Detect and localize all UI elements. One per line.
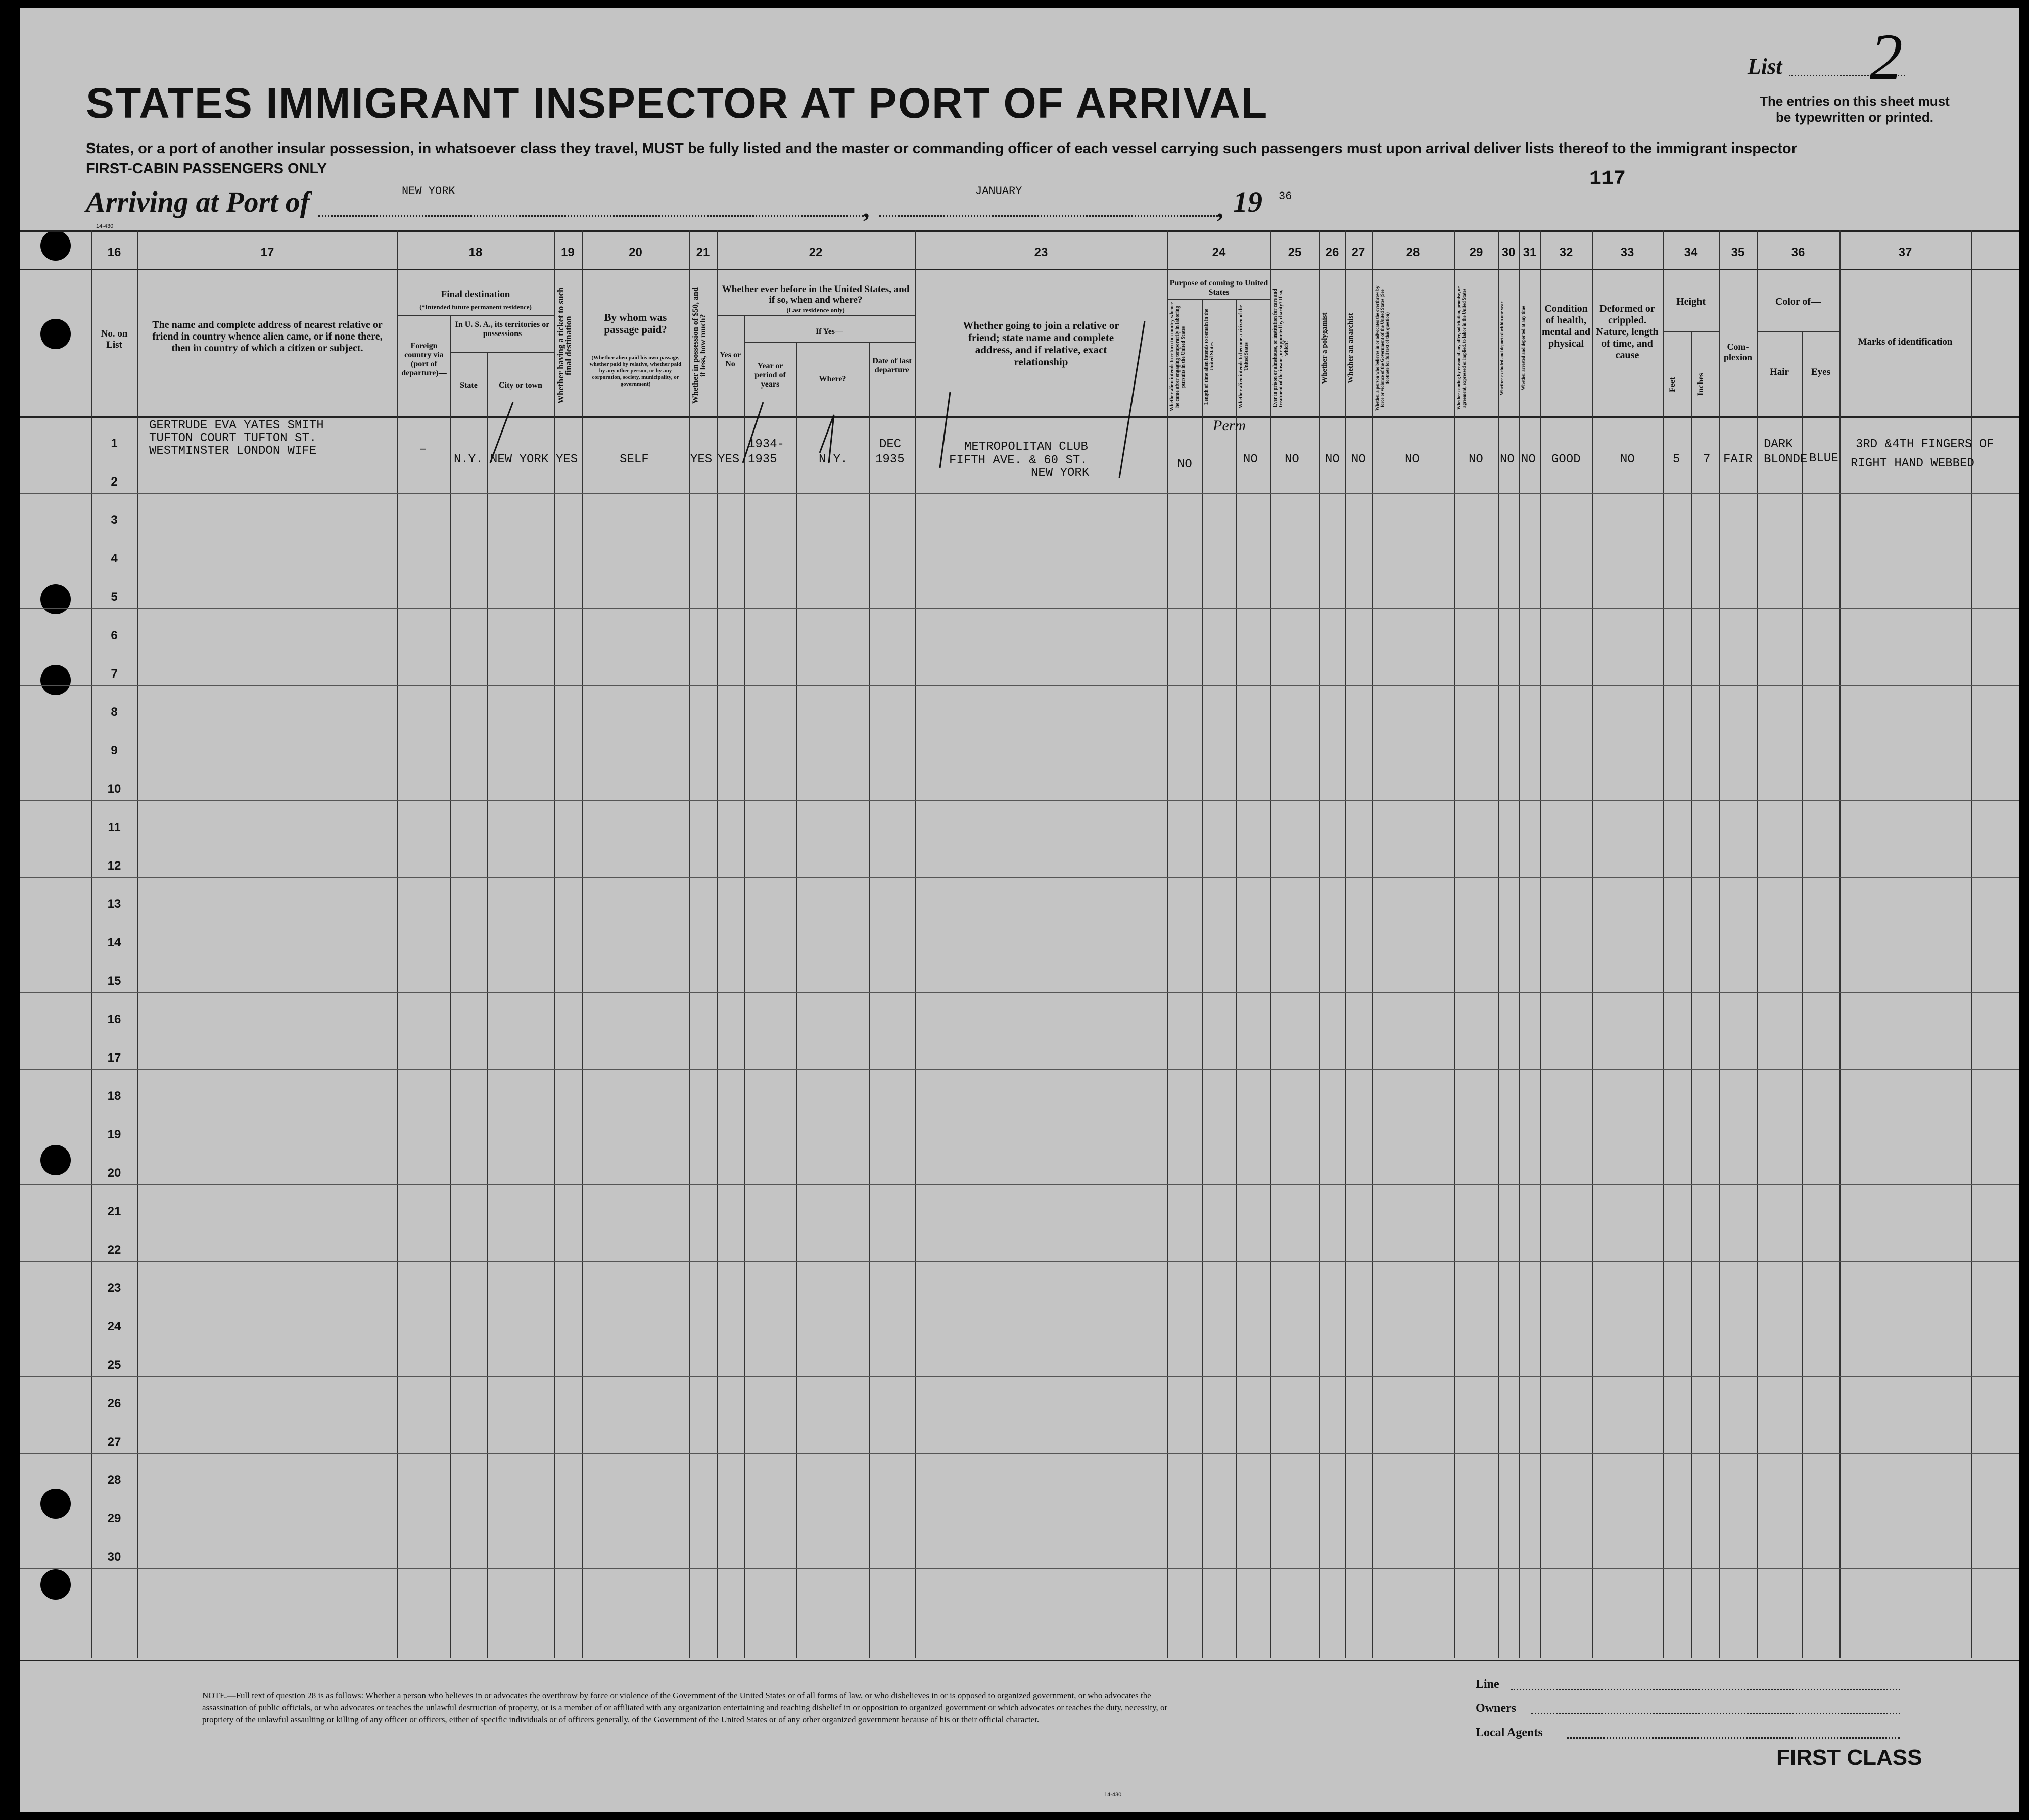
header-in-usa: In U. S. A., its territories or possessions [455, 320, 550, 338]
row-number: 27 [107, 1435, 121, 1449]
form-instruction: States, or a port of another insular possession, in whatsoever class they travel, MUST be fully listed and the master or commanding officer of each vessel carrying such passengers must upon arrival deliver lists thereof to the immigrant inspector [86, 140, 1797, 157]
header-fifty-dollars: Whether in possession of $50, and if less, how much? [691, 287, 707, 404]
col-number-32: 32 [1559, 246, 1573, 259]
form-code-bottom: 14-430 [1104, 1792, 1122, 1798]
departure-line2: 1935 [875, 453, 905, 466]
header-yes-no: Yes or No [719, 351, 741, 368]
col-number-34: 34 [1684, 246, 1698, 259]
row-number: 3 [111, 513, 118, 527]
row-line [20, 1453, 2019, 1454]
col-number-23: 23 [1034, 246, 1048, 259]
header-foreign-country: Foreign country via (port of departure)— [401, 342, 447, 377]
length-of-stay-value: Perm [1213, 417, 1246, 434]
row-line [20, 608, 2019, 609]
row-number: 12 [107, 859, 121, 873]
header-state: State [460, 381, 478, 390]
city-value: NEW YORK [490, 453, 549, 466]
col-number-35: 35 [1731, 246, 1745, 259]
month-value: JANUARY [975, 185, 1022, 198]
polygamist-value: NO [1325, 453, 1340, 466]
first-class-stamp: FIRST CLASS [1776, 1745, 1922, 1770]
col-number-17: 17 [260, 246, 274, 259]
check-mark [743, 402, 763, 463]
row-number: 16 [107, 1013, 121, 1026]
form-title: STATES IMMIGRANT INSPECTOR AT PORT OF ARRIVAL [86, 79, 1268, 127]
col-number-18: 18 [468, 246, 483, 259]
row-line [20, 1069, 2019, 1070]
col-number-22: 22 [809, 246, 823, 259]
hair-line1: DARK [1764, 438, 1793, 451]
header-relative: The name and complete address of nearest relative or friend in country whence alien came, or if none there, then in country of which a citizen or subject. [152, 319, 383, 354]
header-feet: Feet [1668, 377, 1677, 392]
header-date-departure: Date of last departure [872, 357, 912, 374]
header-final-destination: Final destination [441, 289, 510, 300]
arriving-label: Arriving at Port of [86, 185, 310, 218]
relative-line1: GERTRUDE EVA YATES SMITH [149, 419, 324, 433]
row-line [20, 1184, 2019, 1185]
inches-value: 7 [1703, 453, 1711, 466]
fifty-dollars-value: YES [690, 453, 713, 466]
col-number-16: 16 [107, 246, 121, 259]
join-line3: NEW YORK [1031, 466, 1090, 480]
row-number: 30 [107, 1550, 121, 1564]
hair-line2: BLONDE [1764, 453, 1808, 466]
where-value: N.Y. [819, 453, 848, 466]
header-last-residence: (Last residence only) [786, 306, 845, 314]
comma: , [1217, 195, 1223, 223]
col-line [744, 315, 745, 1658]
row-number: 18 [107, 1089, 121, 1103]
overthrow-value: NO [1405, 453, 1420, 466]
check-marks [20, 8, 2019, 513]
col-number-20: 20 [629, 246, 642, 259]
header-before-in-us: Whether ever before in the United States, and if so, when and where? [722, 284, 910, 305]
header-arrested: Whether arrested and deported at any time [1521, 306, 1526, 391]
header-ticket: Whether having a ticket to such final destination [556, 287, 573, 404]
col-number-24: 24 [1212, 246, 1226, 259]
row-number: 21 [107, 1205, 121, 1218]
col-number-29: 29 [1469, 246, 1483, 259]
years-line2: 1935 [748, 453, 777, 466]
header-going-to-join: Whether going to join a relative or friend; state name and complete address, and if relative, exact relationship [963, 319, 1119, 368]
arrested-value: NO [1521, 453, 1536, 466]
complexion-value: FAIR [1723, 453, 1753, 466]
header-polygamist: Whether a polygamist [1320, 312, 1329, 384]
check-mark [820, 415, 834, 463]
col-line [450, 315, 451, 1658]
header-where: Where? [819, 375, 846, 384]
agents-dotted-line [1567, 1737, 1900, 1739]
owners-dotted-line [1531, 1713, 1900, 1714]
header-height: Height [1676, 296, 1706, 307]
labor-offer-value: NO [1469, 453, 1483, 466]
row-line [20, 685, 2019, 686]
header-health: Condition of health, mental and physical [1541, 303, 1591, 349]
join-line1: METROPOLITAN CLUB [964, 440, 1088, 454]
col-number-19: 19 [561, 246, 575, 259]
header-overthrow: Whether a person who believes in or advocates the overthrow by force or violence of the Government of the United States (See footnote for full text of this question) [1375, 285, 1390, 411]
eyes-value: BLUE [1809, 452, 1838, 465]
header-final-destination-sub: (*Intended future permanent residence) [419, 303, 532, 311]
line-label: Line [1476, 1678, 1499, 1691]
header-inches: Inches [1696, 373, 1705, 396]
row-number: 24 [107, 1320, 121, 1333]
header-become-citizen: Whether alien intends to become a citizen of the United States [1238, 305, 1249, 409]
col-number-33: 33 [1620, 246, 1634, 259]
header-color-of: Color of— [1775, 296, 1821, 307]
line-dotted-line [1511, 1689, 1900, 1690]
row-number: 14 [107, 936, 121, 949]
col-number-36: 36 [1791, 246, 1805, 259]
row-number: 19 [107, 1128, 121, 1141]
row-line [20, 1568, 2019, 1569]
stamp-number: 117 [1589, 168, 1626, 190]
excluded-value: NO [1500, 453, 1515, 466]
col-number-28: 28 [1406, 246, 1420, 259]
col-number-26: 26 [1325, 246, 1339, 259]
list-label: List [1748, 54, 1782, 79]
before-yes-no-value: YES [718, 453, 740, 466]
typewritten-note-line2: be typewritten or printed. [1775, 110, 1934, 125]
row-number: 25 [107, 1358, 121, 1372]
foreign-via-value: – [419, 443, 427, 456]
col-number-31: 31 [1523, 246, 1537, 259]
header-if-yes: If Yes— [815, 327, 843, 336]
col-line [869, 342, 870, 1658]
state-value: N.Y. [454, 453, 483, 466]
header-prison: Ever in prison or almshouse, or institution for care and treatment of the insane, or supported by charity? If so, which? [1272, 289, 1289, 408]
row-number: 11 [108, 821, 121, 834]
col-line [487, 352, 488, 1658]
col-number-27: 27 [1351, 246, 1365, 259]
header-year-period: Year or period of years [754, 362, 786, 389]
header-no-on-list: No. on List [101, 328, 128, 350]
owners-label: Owners [1476, 1702, 1516, 1715]
header-intends-return: Whether alien intends to return to country whence he came after engaging temporarily in laboring pursuits in the United States [1169, 302, 1186, 412]
header-passage-paid: By whom was passage paid? [604, 311, 667, 336]
row-number: 1 [111, 437, 118, 450]
header-excluded: Whether excluded and deported within one year [1499, 301, 1504, 395]
list-number: 2 [1870, 21, 1903, 93]
relative-line3: WESTMINSTER LONDON WIFE [149, 444, 317, 458]
col-line [796, 342, 797, 1658]
header-deformed: Deformed or crippled. Nature, length of time, and cause [1596, 303, 1659, 361]
header-eyes: Eyes [1811, 367, 1830, 377]
years-line1: 1934- [748, 438, 785, 451]
join-line2: FIFTH AVE. & 60 ST. [949, 454, 1088, 467]
departure-line1: DEC [879, 438, 902, 451]
row-number: 20 [107, 1166, 121, 1180]
footnote-question-28: NOTE.—Full text of question 28 is as follows: Whether a person who believes in or advocates the overthrow by force or violence of the Government of the United States or of all forms of law, or who disbelieves in or is opposed to organized government, or who advocates the assassination of public officials, or who advocates or teaches the unlawful destruction of property, or is a member of or affiliated with any organization entertaining and teaching disbelief in or opposition to organized government or which advocates or teaches the duty, necessity, or propriety of the unlawful assaulting or killing of any officer or officers, either of specific individuals or of officers generally, of the Government of the United States or of any other organized government because of his or their official character. [202, 1691, 1168, 1725]
row-number: 29 [107, 1512, 121, 1525]
header-hair: Hair [1770, 367, 1789, 377]
header-complexion: Com- plexion [1723, 342, 1752, 362]
row-number: 23 [107, 1281, 121, 1295]
row-line [20, 992, 2019, 993]
row-number: 5 [111, 590, 118, 604]
year-suffix: 36 [1279, 190, 1292, 203]
header-marks: Marks of identification [1858, 337, 1953, 347]
cabin-class-label: FIRST-CABIN PASSENGERS ONLY [86, 161, 327, 177]
feet-value: 5 [1673, 453, 1680, 466]
header-purpose: Purpose of coming to United States [1169, 279, 1268, 297]
row-number: 17 [107, 1051, 121, 1065]
typewritten-note-line1: The entries on this sheet must [1760, 93, 1950, 109]
row-line [20, 1261, 2019, 1262]
deformed-value: NO [1620, 453, 1635, 466]
header-anarchist: Whether an anarchist [1347, 313, 1355, 384]
citizen-value: NO [1243, 453, 1258, 466]
intends-return-value: NO [1177, 458, 1192, 471]
row-number: 13 [107, 897, 121, 911]
col-number-30: 30 [1501, 246, 1516, 259]
check-mark [490, 402, 513, 463]
row-number: 6 [111, 629, 118, 642]
prison-value: NO [1285, 453, 1299, 466]
col-number-37: 37 [1898, 246, 1912, 259]
col-line [1691, 331, 1692, 1658]
row-number: 9 [111, 744, 118, 757]
row-number: 7 [111, 667, 118, 681]
col-line [1802, 331, 1803, 1658]
local-agents-label: Local Agents [1476, 1726, 1543, 1739]
port-value: NEW YORK [402, 185, 455, 198]
row-number: 22 [107, 1243, 121, 1257]
manifest-sheet [20, 8, 2019, 1812]
row-line [20, 800, 2019, 801]
row-number: 28 [107, 1473, 121, 1487]
row-number: 8 [111, 705, 118, 719]
row-number: 4 [111, 552, 118, 565]
header-length-stay: Length of time alien intends to remain in the United States [1204, 309, 1215, 405]
check-mark [1119, 321, 1145, 478]
row-line [20, 877, 2019, 878]
anarchist-value: NO [1351, 453, 1366, 466]
form-code-top: 14-430 [96, 223, 114, 229]
header-city: City or town [499, 381, 542, 390]
row-number: 2 [111, 475, 118, 489]
year-prefix: 19 [1233, 185, 1262, 218]
header-passage-detail: (Whether alien paid his own passage, whether paid by relative, whether paid by any other person, or by any corporation, society, municipality, or government) [589, 355, 682, 387]
check-mark [940, 392, 950, 468]
col-number-25: 25 [1288, 246, 1302, 259]
col-number-21: 21 [696, 246, 710, 259]
ticket-value: YES [556, 453, 578, 466]
comma: , [863, 195, 870, 223]
relative-line2: TUFTON COURT TUFTON ST. [149, 432, 317, 445]
row-line [20, 1376, 2019, 1377]
marks-line2: RIGHT HAND WEBBED [1851, 457, 1974, 470]
row-number: 15 [107, 974, 121, 988]
row-number: 10 [107, 782, 121, 796]
marks-line1: 3RD &4TH FINGERS OF [1856, 438, 1994, 451]
header-labor-offer: Whether coming by reason of any offer, solicitation, promise, or agreement, expressed or implied, to labor in the United States [1456, 286, 1467, 410]
health-value: GOOD [1551, 453, 1581, 466]
row-number: 26 [107, 1397, 121, 1410]
passage-paid-value: SELF [620, 453, 649, 466]
